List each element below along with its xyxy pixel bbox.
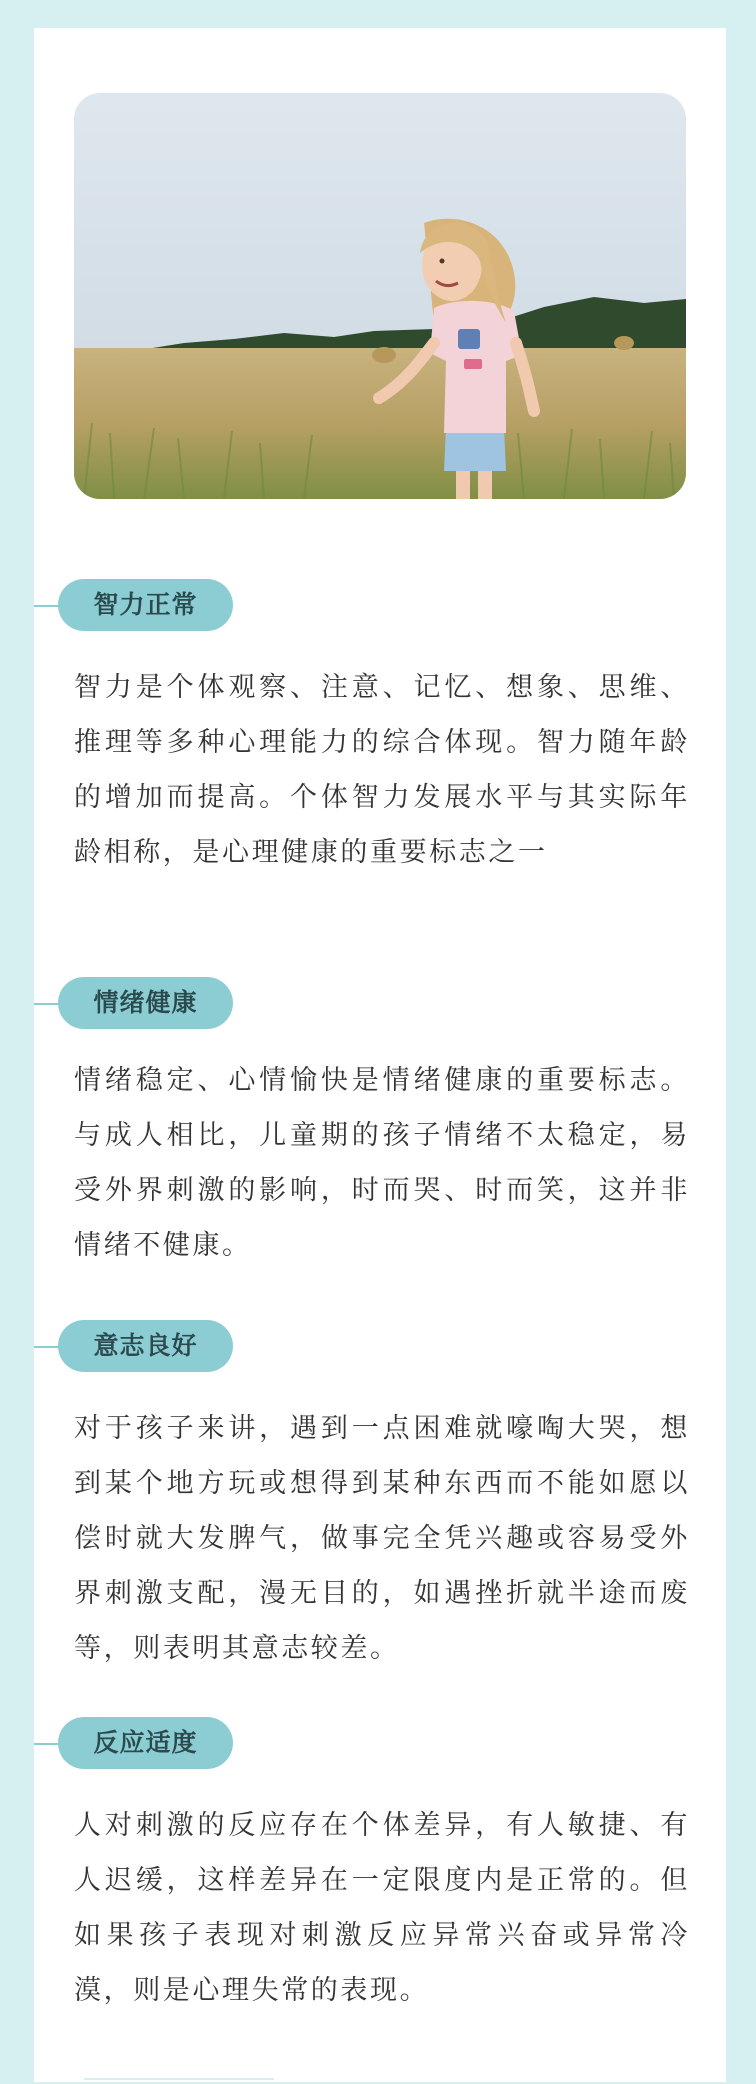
section-title: 情绪健康 — [58, 977, 233, 1029]
bottom-divider — [84, 2078, 274, 2084]
section-title: 意志良好 — [58, 1320, 233, 1372]
section-heading-reaction — [34, 1717, 254, 1769]
article-card — [34, 28, 726, 2082]
section-heading-emotion — [34, 977, 254, 1029]
section-body-emotion: 情绪稳定、心情愉快是情绪健康的重要标志。与成人相比，儿童期的孩子情绪不太稳定，易受外界刺激的影响，时而哭、时而笑，这并非情绪不健康。 — [74, 1065, 690, 1261]
heading-connector-line — [34, 1346, 60, 1348]
section-body-reaction: 人对刺激的反应存在个体差异，有人敏捷、有人迟缓，这样差异在一定限度内是正常的。但如果孩子表现对刺激反应异常兴奋或异常冷漠，则是心理失常的表现。 — [74, 1810, 690, 2006]
section-title: 反应适度 — [58, 1717, 233, 1769]
heading-connector-line — [34, 1743, 60, 1745]
section-heading-intelligence — [34, 579, 254, 631]
heading-connector-line — [34, 1003, 60, 1005]
section-title: 智力正常 — [58, 579, 233, 631]
section-body-intelligence: 智力是个体观察、注意、记忆、想象、思维、推理等多种心理能力的综合体现。智力随年龄的增加而提高。个体智力发展水平与其实际年龄相称，是心理健康的重要标志之一 — [74, 672, 690, 868]
hero-photo — [74, 93, 686, 499]
section-body-willpower: 对于孩子来讲，遇到一点困难就嚎啕大哭，想到某个地方玩或想得到某种东西而不能如愿以偿时就大发脾气，做事完全凭兴趣或容易受外界刺激支配，漫无目的，如遇挫折就半途而废等，则表明其意志较差。 — [74, 1413, 690, 1664]
section-heading-willpower — [34, 1320, 254, 1372]
girl-running-in-field-photo — [74, 93, 686, 499]
heading-connector-line — [34, 605, 60, 607]
